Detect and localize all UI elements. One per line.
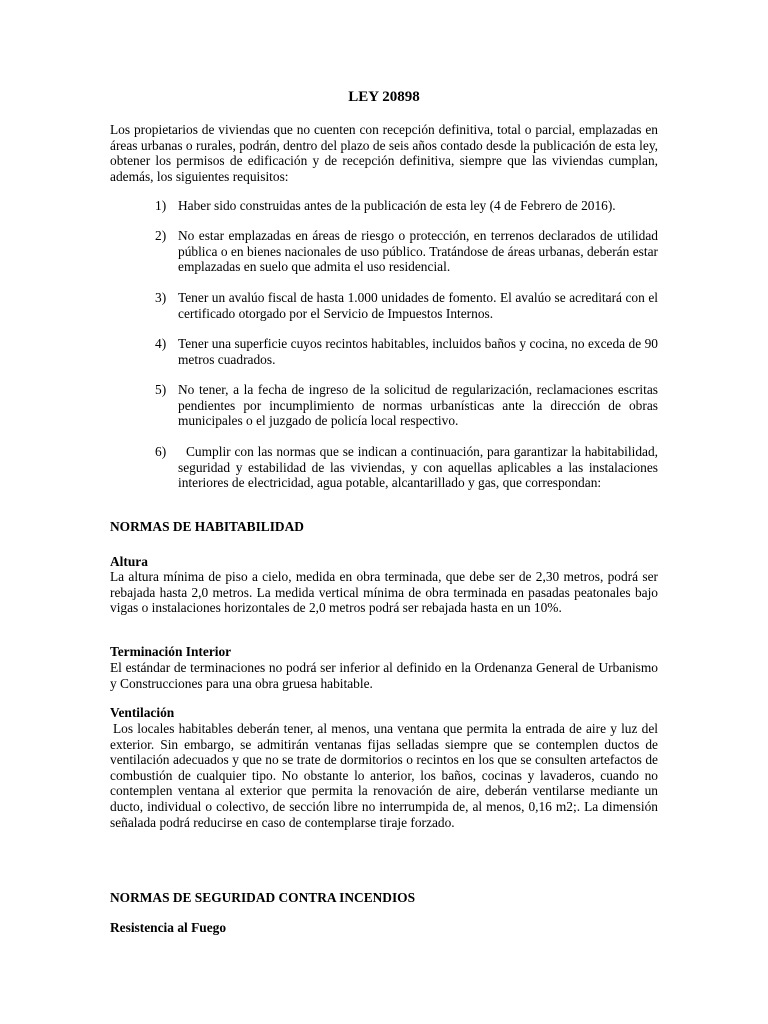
document-title: LEY 20898 bbox=[348, 89, 420, 105]
requirement-number: 5) bbox=[155, 382, 167, 397]
requirement-item bbox=[155, 290, 658, 321]
section-heading-fire-safety: NORMAS DE SEGURIDAD CONTRA INCENDIOS bbox=[110, 890, 416, 905]
requirement-number: 4) bbox=[155, 336, 167, 351]
requirement-number: 2) bbox=[155, 228, 167, 243]
height-paragraph: La altura mínima de piso a cielo, medida en obra terminada, que debe ser de 2,30 metros, podrá ser rebajada hasta 2,0 metros. La medida vertical mínima de obra terminada en pasadas peatonales bajo vigas o instalaciones horizontales de 2,0 metros podrá ser rebajada hasta en un 10%. bbox=[110, 569, 658, 616]
requirement-text: Tener un avalúo fiscal de hasta 1.000 unidades de fomento. El avalúo se acreditará con el certificado otorgado por el Servicio de Impuestos Internos. bbox=[178, 290, 658, 321]
requirement-text: No tener, a la fecha de ingreso de la solicitud de regularización, reclamaciones escritas pendientes por incumplimiento de normas urbanísticas ante la dirección de obras municipales o el juzgado de policía local respectivo. bbox=[178, 382, 658, 429]
requirement-item bbox=[155, 336, 658, 367]
requirement-item bbox=[155, 228, 658, 275]
requirement-text: Tener una superficie cuyos recintos habitables, incluidos baños y cocina, no exceda de 90 metros cuadrados. bbox=[178, 336, 658, 367]
section-heading-habitability: NORMAS DE HABITABILIDAD bbox=[110, 519, 304, 534]
requirement-text: Haber sido construidas antes de la publicación de esta ley (4 de Febrero de 2016). bbox=[178, 198, 616, 213]
requirement-number: 1) bbox=[155, 198, 167, 213]
subheading-height: Altura bbox=[110, 554, 148, 569]
subheading-fire-resistance: Resistencia al Fuego bbox=[110, 920, 227, 935]
requirement-item bbox=[155, 444, 658, 491]
requirement-text: No estar emplazadas en áreas de riesgo o protección, en terrenos declarados de utilidad pública o en bienes nacionales de uso público. Tratándose de áreas urbanas, deberán estar emplazadas en suelo que admita el uso residencial. bbox=[178, 228, 658, 275]
requirement-text: Cumplir con las normas que se indican a continuación, para garantizar la habitabilidad, seguridad y estabilidad de las viviendas, y con aquellas aplicables a las instalaciones interiores de electricidad, agua potable, alcantarillado y gas, que correspondan: bbox=[178, 444, 658, 491]
interior-finish-paragraph: El estándar de terminaciones no podrá ser inferior al definido en la Ordenanza General de Urbanismo y Construcciones para una obra gruesa habitable. bbox=[110, 660, 658, 691]
ventilation-paragraph: Los locales habitables deberán tener, al menos, una ventana que permita la entrada de aire y luz del exterior. Sin embargo, se admitirán ventanas fijas selladas siempre que se contemplen ductos de ventilación adecuados y que no se trate de dormitorios o recintos en los que se consulten artefactos de combustión de cualquier tipo. No obstante lo anterior, los baños, cocinas y lavaderos, cuando no contemplen ventana al exterior que permita la renovación de aire, deberán ventilarse mediante un ducto, individual o colectivo, de sección libre no interrumpida de, al menos, 0,16 m2;. La dimensión señalada podrá reducirse en caso de contemplarse tiraje forzado. bbox=[110, 721, 658, 830]
requirement-number: 3) bbox=[155, 290, 167, 305]
subheading-ventilation: Ventilación bbox=[110, 705, 175, 720]
requirement-item bbox=[155, 382, 658, 429]
subheading-interior-finish: Terminación Interior bbox=[110, 644, 232, 659]
requirement-number: 6) bbox=[155, 444, 167, 459]
requirement-item bbox=[155, 198, 658, 214]
intro-paragraph: Los propietarios de viviendas que no cuenten con recepción definitiva, total o parcial, emplazadas en áreas urbanas o rurales, podrán, dentro del plazo de seis años contado desde la publicación de esta ley, obtener los permisos de edificación y de recepción definitiva, siempre que las viviendas cumplan, además, los siguientes requisitos: bbox=[110, 122, 658, 184]
